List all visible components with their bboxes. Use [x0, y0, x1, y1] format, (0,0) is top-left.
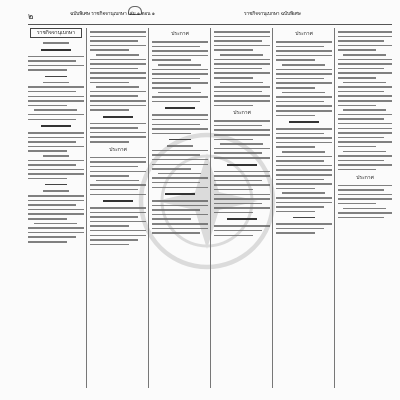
text-line [338, 169, 376, 171]
text-line [338, 86, 392, 88]
text-line [338, 36, 392, 38]
text-line [338, 114, 392, 116]
text-line [152, 128, 208, 130]
text-line [90, 45, 146, 47]
text-line [276, 165, 332, 167]
text-line [214, 95, 270, 97]
text-line [276, 232, 315, 234]
text-line [276, 133, 324, 135]
text-line [152, 55, 208, 57]
text-line [28, 91, 76, 93]
text-line [152, 73, 208, 75]
text-line [43, 155, 69, 157]
text-line [152, 209, 200, 211]
text-line [152, 232, 200, 234]
text-line [28, 69, 67, 71]
text-line [28, 137, 84, 139]
text-line [276, 82, 332, 84]
column-3 [152, 28, 208, 390]
text-line [338, 212, 392, 214]
text-line [276, 115, 315, 117]
text-line [152, 119, 208, 121]
text-line [276, 41, 332, 43]
text-line [28, 65, 84, 67]
section-heading [41, 125, 70, 127]
column-5 [276, 28, 332, 390]
text-line [338, 100, 392, 102]
text-line [96, 54, 140, 56]
text-line [343, 208, 385, 210]
text-line [214, 230, 262, 232]
text-line [338, 160, 384, 162]
text-line [90, 40, 138, 42]
text-line [90, 105, 146, 107]
text-line [90, 221, 146, 223]
text-line [90, 175, 129, 177]
text-line [34, 109, 78, 111]
text-line [214, 157, 270, 159]
text-line [214, 194, 270, 196]
text-line [90, 141, 129, 143]
text-line [28, 150, 67, 152]
text-line [90, 235, 146, 237]
text-line [338, 45, 392, 47]
text-line [338, 77, 376, 79]
section-heading [103, 116, 132, 118]
text-line [276, 156, 332, 158]
text-line [28, 195, 84, 197]
column-4 [214, 28, 270, 390]
text-line [214, 59, 270, 61]
text-line [28, 227, 84, 229]
text-line [90, 132, 146, 134]
text-line [28, 60, 76, 62]
text-line [28, 173, 84, 175]
column-6-subtitle: ประกาศ [356, 174, 374, 181]
text-line [276, 73, 332, 75]
text-line [214, 45, 270, 47]
text-line [214, 68, 262, 70]
text-line [282, 192, 326, 194]
text-line [338, 155, 392, 157]
text-line [90, 49, 129, 51]
header-right-text: ราชกิจจานุเบกษา ฉบับพิเศษ [244, 11, 301, 17]
column-divider [86, 28, 87, 388]
page-number: ๒ [28, 12, 34, 21]
column-2 [90, 28, 146, 390]
column-5-subtitle: ประกาศ [295, 31, 313, 37]
column-1 [28, 28, 84, 390]
text-line [214, 171, 270, 173]
text-line [214, 77, 253, 79]
text-line [343, 109, 385, 111]
text-line [28, 141, 76, 143]
text-line [90, 194, 146, 196]
text-line [276, 59, 315, 61]
text-line [338, 91, 384, 93]
text-line [28, 164, 76, 166]
text-line [28, 132, 84, 134]
text-line [282, 151, 326, 153]
text-line [276, 169, 332, 171]
text-line [28, 218, 67, 220]
text-line [276, 206, 324, 208]
text-line [28, 119, 76, 121]
section-heading [227, 218, 256, 220]
text-line [152, 168, 191, 170]
text-line [96, 86, 140, 88]
text-line [214, 120, 270, 122]
text-line [90, 127, 138, 129]
text-line [338, 137, 384, 139]
text-line [214, 152, 262, 154]
text-line [276, 142, 332, 144]
text-line [90, 239, 138, 241]
text-line [90, 225, 129, 227]
text-line [343, 54, 385, 56]
text-line [214, 180, 262, 182]
column-divider [334, 28, 335, 388]
text-line [90, 171, 146, 173]
text-line [90, 100, 146, 102]
text-line [152, 150, 208, 152]
text-line [276, 211, 315, 213]
text-line [152, 200, 208, 202]
text-line [276, 87, 315, 89]
text-line [282, 64, 326, 66]
text-line [276, 160, 324, 162]
text-line [152, 78, 200, 80]
divider [293, 217, 315, 218]
text-line [28, 56, 84, 58]
text-line [276, 55, 332, 57]
text-line [152, 205, 208, 207]
text-line [282, 92, 326, 94]
text-line [28, 105, 67, 107]
text-line [28, 146, 84, 148]
text-line [90, 216, 138, 218]
text-line [276, 174, 332, 176]
text-line [338, 105, 376, 107]
text-line [276, 202, 332, 204]
text-line [338, 63, 392, 65]
text-line [90, 230, 146, 232]
section-heading [103, 200, 132, 202]
text-line [152, 214, 208, 216]
text-line [152, 228, 208, 230]
text-line [338, 217, 384, 219]
text-line [28, 178, 67, 180]
text-line [152, 59, 191, 61]
text-line [90, 244, 129, 246]
text-line [152, 50, 208, 52]
text-line [152, 124, 200, 126]
text-line [276, 96, 332, 98]
column-2-subtitle: ประกาศ [109, 146, 127, 153]
text-line [214, 63, 270, 65]
text-line [28, 100, 84, 102]
text-line [90, 91, 146, 93]
text-line [43, 42, 69, 44]
text-line [338, 95, 392, 97]
text-line [338, 40, 384, 42]
text-line [276, 46, 324, 48]
text-line [28, 232, 84, 234]
page-header [14, 6, 392, 24]
text-line [28, 241, 67, 243]
text-line [338, 203, 376, 205]
text-line [214, 134, 270, 136]
text-line [338, 164, 392, 166]
text-line [90, 72, 146, 74]
text-line [214, 129, 270, 131]
text-line [152, 82, 208, 84]
column-6 [338, 28, 392, 390]
text-line [28, 213, 84, 215]
text-line [338, 118, 384, 120]
text-line [90, 157, 146, 159]
text-line [338, 194, 392, 196]
text-line [214, 198, 270, 200]
section-heading [41, 49, 70, 51]
text-line [90, 212, 146, 214]
text-line [90, 36, 146, 38]
text-line [34, 223, 78, 225]
text-line [214, 72, 270, 74]
column-divider [210, 28, 211, 388]
text-line [167, 145, 193, 147]
text-line [214, 175, 270, 177]
text-line [152, 187, 208, 189]
text-line [276, 110, 332, 112]
text-line [276, 179, 324, 181]
text-line [214, 100, 270, 102]
text-line [152, 41, 208, 43]
text-line [28, 209, 84, 211]
text-line [28, 114, 84, 116]
text-line [276, 137, 332, 139]
text-line [152, 159, 208, 161]
text-line [90, 184, 146, 186]
text-line [214, 235, 253, 237]
text-line [338, 132, 392, 134]
text-line [90, 59, 146, 61]
text-line [90, 63, 146, 65]
text-line [338, 185, 392, 187]
text-line [152, 101, 200, 103]
text-line [90, 95, 138, 97]
column-1-masthead [30, 28, 82, 38]
text-line [28, 86, 84, 88]
text-line [338, 68, 384, 70]
divider [45, 76, 67, 77]
text-line [338, 59, 392, 61]
text-line [152, 46, 200, 48]
text-line [28, 169, 84, 171]
column-3-subtitle: ประกาศ [171, 31, 189, 37]
text-line [338, 189, 384, 191]
text-line [214, 207, 270, 209]
text-line [214, 203, 262, 205]
divider [45, 184, 67, 185]
text-line [28, 236, 76, 238]
text-line [276, 69, 332, 71]
text-line [152, 133, 191, 135]
text-line [152, 223, 208, 225]
text-line [276, 101, 324, 103]
text-line [276, 128, 332, 130]
text-line [152, 154, 200, 156]
text-line [276, 105, 332, 107]
divider [169, 139, 191, 140]
text-line [152, 164, 208, 166]
section-heading [227, 164, 256, 166]
text-line [214, 148, 270, 150]
text-line [214, 49, 253, 51]
text-line [214, 91, 262, 93]
text-line [220, 82, 264, 84]
text-line [90, 82, 129, 84]
text-line [43, 190, 69, 192]
text-line [90, 189, 138, 191]
text-line [90, 68, 138, 70]
column-1-title: ราชกิจจานุเบกษา [36, 30, 75, 36]
text-line [276, 188, 315, 190]
text-line [214, 212, 253, 214]
text-line [90, 136, 146, 138]
text-line [338, 49, 376, 51]
text-line [152, 218, 191, 220]
text-line [96, 180, 140, 182]
text-line [90, 207, 146, 209]
text-line [158, 173, 202, 175]
text-line [28, 96, 84, 98]
text-line [220, 143, 264, 145]
text-line [214, 225, 270, 227]
text-line [338, 141, 392, 143]
text-line [90, 77, 146, 79]
section-heading [165, 193, 194, 195]
text-line [276, 146, 315, 148]
text-line [214, 36, 270, 38]
section-heading [289, 121, 318, 123]
text-line [276, 50, 332, 52]
text-line [43, 82, 69, 84]
header-rule [28, 24, 392, 25]
text-line [214, 40, 262, 42]
text-line [152, 69, 208, 71]
text-line [214, 184, 270, 186]
column-divider [272, 28, 273, 388]
text-line [28, 200, 84, 202]
text-line [343, 82, 385, 84]
text-line [28, 160, 84, 162]
text-line [90, 161, 146, 163]
text-line [28, 204, 76, 206]
text-line [276, 78, 324, 80]
text-line [338, 123, 392, 125]
text-line [90, 166, 138, 168]
text-line [276, 223, 332, 225]
text-line [90, 109, 129, 111]
section-heading [165, 107, 194, 109]
text-line [152, 96, 208, 98]
text-line [152, 114, 208, 116]
text-line [158, 64, 202, 66]
text-line [214, 86, 270, 88]
text-line [214, 125, 262, 127]
text-line [158, 92, 202, 94]
header-center-text: ฉบับพิเศษ ราชกิจจานุเบกษา เล่ม ๑ ตอน ๑ [70, 11, 155, 17]
newspaper-page [14, 6, 392, 394]
text-line [90, 31, 146, 33]
column-divider [148, 28, 149, 388]
text-line [220, 54, 264, 56]
text-line [152, 182, 200, 184]
text-line [214, 105, 253, 107]
text-line [338, 198, 392, 200]
column-4-subtitle: ประกาศ [233, 110, 251, 117]
text-line [152, 87, 191, 89]
text-line [276, 197, 332, 199]
text-line [214, 139, 253, 141]
text-line [276, 183, 332, 185]
text-line [338, 146, 376, 148]
text-line [338, 31, 392, 33]
text-line [214, 189, 253, 191]
text-line [90, 123, 146, 125]
text-line [214, 31, 270, 33]
text-line [338, 128, 392, 130]
text-line [338, 72, 392, 74]
text-line [343, 151, 385, 153]
text-line [276, 228, 324, 230]
text-line [152, 177, 208, 179]
